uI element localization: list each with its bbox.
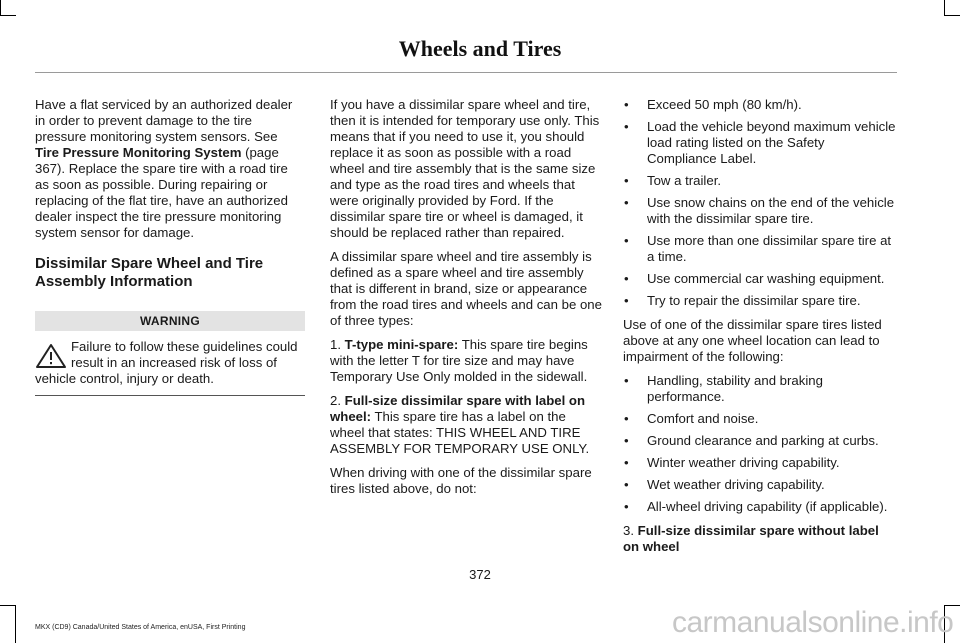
text-span: Have a flat serviced by an authorized dealer in order to prevent damage to the tire pressure monitoring system sensors. See xyxy=(35,97,293,144)
list-item: • Handling, stability and braking performance. xyxy=(623,373,897,405)
list-item: • All-wheel driving capability (if applicable). xyxy=(623,499,897,515)
type-number: 3. xyxy=(623,523,638,538)
spare-type-1 xyxy=(330,337,602,385)
list-item: • Wet weather driving capability. xyxy=(623,477,897,493)
crop-mark xyxy=(0,605,16,606)
impairment-list xyxy=(623,373,897,515)
type-label: Full-size dissimilar spare without label on wheel xyxy=(623,523,879,554)
list-item: • Comfort and noise. xyxy=(623,411,897,427)
header-rule xyxy=(35,72,897,73)
list-item: • Tow a trailer. xyxy=(623,173,897,189)
paragraph: If you have a dissimilar spare wheel and tire, then it is intended for temporary use only. This means that if you need to use it, you should replace it as soon as possible with a road wheel and tire assembly that is the same size and type as the road tires and wheels that were originally provided by Ford. If the dissimilar spare tire or wheel is damaged, it should be replaced rather than repaired. xyxy=(330,97,600,240)
list-item: • Use snow chains on the end of the vehicle with the dissimilar spare tire. xyxy=(623,195,897,227)
warning-triangle-icon xyxy=(35,343,67,369)
list-item: • Load the vehicle beyond maximum vehicle load rating listed on the Safety Compliance Label. xyxy=(623,119,897,167)
spare-type-3 xyxy=(623,523,897,555)
warning-box xyxy=(35,339,305,387)
spare-type-2 xyxy=(330,393,602,457)
type-text: This spare tire has a label on the wheel that states: THIS WHEEL AND TIRE ASSEMBLY FOR TEMPORARY USE ONLY. xyxy=(330,409,590,456)
type-label: T-type mini-spare: xyxy=(344,337,459,352)
crop-mark xyxy=(944,0,945,16)
edition-footer: MKX (CD9) Canada/United States of America, enUSA, First Printing xyxy=(35,624,246,631)
list-item: • Winter weather driving capability. xyxy=(623,455,897,471)
paragraph: When driving with one of the dissimilar spare tires listed above, do not: xyxy=(330,465,592,496)
cross-reference-link[interactable]: Tire Pressure Monitoring System xyxy=(35,145,242,160)
page-title: Wheels and Tires xyxy=(398,36,562,61)
do-not-list xyxy=(623,97,897,309)
type-number: 1. xyxy=(330,337,345,352)
crop-mark xyxy=(15,605,16,643)
column-right xyxy=(623,97,897,563)
crop-mark xyxy=(944,15,960,16)
list-item: • Try to repair the dissimilar spare tire. xyxy=(623,293,897,309)
paragraph: A dissimilar spare wheel and tire assembly is defined as a spare wheel and tire assembly that is different in brand, size or appearance from the road tires and wheels and can be one of three types: xyxy=(330,249,602,328)
type-number: 2. xyxy=(330,393,345,408)
list-item: • Use more than one dissimilar spare tire at a time. xyxy=(623,233,897,265)
section-heading: Dissimilar Spare Wheel and Tire Assembly Information xyxy=(35,255,264,290)
crop-mark xyxy=(0,0,1,16)
list-item: • Exceed 50 mph (80 km/h). xyxy=(623,97,897,113)
warning-text: Failure to follow these guidelines could result in an increased risk of loss of vehicle control, injury or death. xyxy=(35,339,298,386)
paragraph: Use of one of the dissimilar spare tires listed above at any one wheel location can lead to impairment of the following: xyxy=(623,317,882,364)
column-middle xyxy=(330,97,602,505)
crop-mark xyxy=(0,15,16,16)
type-label: Full-size dissimilar spare with label on wheel: xyxy=(330,393,586,424)
warning-rule xyxy=(35,395,305,396)
page-number: 372 xyxy=(469,567,491,582)
list-item: • Ground clearance and parking at curbs. xyxy=(623,433,897,449)
column-left xyxy=(35,97,305,396)
text-span: (page 367). Replace the spare tire with a road tire as soon as possible. During repairing or replacing of the flat tire, have an authorized dealer inspect the tire pressure monitoring system sensor for damage. xyxy=(35,145,288,240)
warning-header: WARNING xyxy=(35,311,305,331)
paragraph xyxy=(35,97,305,241)
list-item: • Use commercial car washing equipment. xyxy=(623,271,897,287)
watermark: carmanualsonline.info xyxy=(672,606,954,639)
type-text: This spare tire begins with the letter T for tire size and may have Temporary Use Only molded in the sidewall. xyxy=(330,337,588,384)
